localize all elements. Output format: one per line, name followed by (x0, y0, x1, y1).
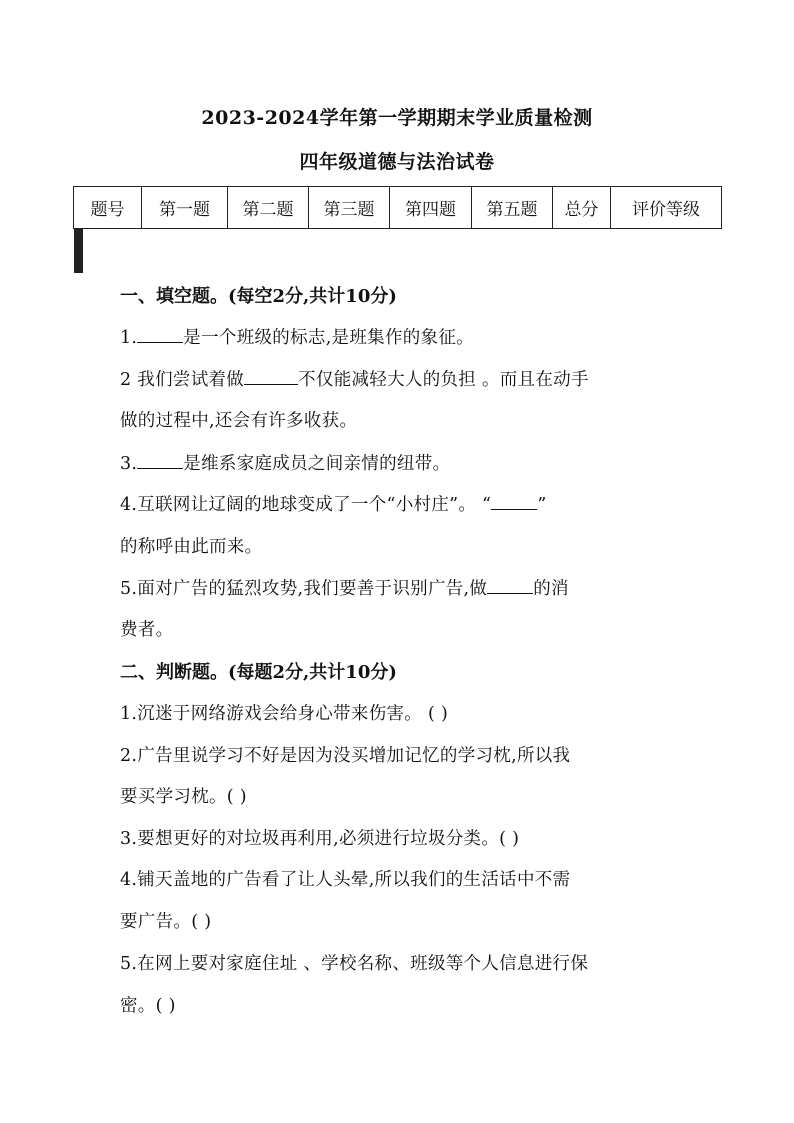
fill-question-4-cont: 的称呼由此而来。 (120, 537, 263, 557)
q5-prefix: 5.面对广告的猛烈攻势,我们要善于识别广告,做 (120, 579, 488, 599)
judge-question-4-cont: 要广告。( ) (120, 912, 212, 932)
section-1-heading: 一、填空题。(每空2分,共计10分) (120, 286, 397, 307)
score-table-blank-row (74, 229, 83, 246)
q2-prefix: 2 我们尝试着做 (120, 370, 245, 390)
q1-suffix: 是一个班级的标志,是班集作的象征。 (183, 328, 474, 348)
fill-question-3 (120, 450, 450, 475)
score-table (73, 186, 722, 250)
fill-question-5-cont: 费者。 (120, 620, 174, 640)
fill-question-1 (120, 324, 474, 349)
header-cell-part-1: 第一题 (142, 187, 228, 229)
judge-question-2: 2.广告里说学习不好是因为没买增加记忆的学习枕,所以我 (120, 746, 571, 766)
answer-blank[interactable] (487, 577, 533, 594)
judge-question-5: 5.在网上要对家庭住址 、学校名称、班级等个人信息进行保 (120, 954, 589, 974)
q2-suffix: 不仅能减轻大人的负担 。而且在动手 (298, 370, 589, 390)
header-cell-question-number: 题号 (74, 187, 142, 229)
answer-blank[interactable] (137, 452, 183, 469)
score-table-header-row (74, 187, 722, 229)
judge-question-2-cont: 要买学习枕。( ) (120, 787, 247, 807)
q3-suffix: 是维系家庭成员之间亲情的纽带。 (183, 454, 451, 474)
header-cell-part-3: 第三题 (309, 187, 390, 229)
header-cell-grade: 评价等级 (611, 187, 722, 229)
judge-question-5-cont: 密。( ) (120, 996, 176, 1016)
judge-question-3: 3.要想更好的对垃圾再利用,必须进行垃圾分类。( ) (120, 829, 520, 849)
q1-prefix: 1. (120, 328, 138, 348)
q3-prefix: 3. (120, 454, 138, 474)
fill-question-5 (120, 575, 569, 600)
section-2-heading: 二、判断题。(每题2分,共计10分) (120, 662, 397, 683)
fill-question-2 (120, 366, 589, 391)
header-cell-part-2: 第二题 (228, 187, 309, 229)
fill-question-4 (120, 491, 547, 516)
exam-subtitle: 四年级道德与法治试卷 (299, 151, 495, 173)
answer-blank[interactable] (137, 326, 183, 343)
q4-prefix: 4.互联网让辽阔的地球变成了一个“小村庄”。 “ (120, 495, 492, 515)
judge-question-1: 1.沉迷于网络游戏会给身心带来伤害。 ( ) (120, 704, 449, 724)
answer-blank[interactable] (491, 493, 537, 510)
exam-title: 2023-2024学年第一学期期末学业质量检测 (201, 107, 593, 129)
q5-suffix: 的消 (533, 579, 569, 599)
judge-question-4: 4.铺天盖地的广告看了让人头晕,所以我们的生活话中不需 (120, 870, 571, 890)
answer-blank[interactable] (244, 368, 298, 385)
score-cell[interactable] (81, 230, 82, 273)
fill-question-2-cont: 做的过程中,还会有许多收获。 (120, 411, 358, 431)
header-cell-total: 总分 (553, 187, 611, 229)
q4-suffix: ” (537, 495, 547, 515)
header-cell-part-4: 第四题 (390, 187, 472, 229)
header-cell-part-5: 第五题 (472, 187, 553, 229)
